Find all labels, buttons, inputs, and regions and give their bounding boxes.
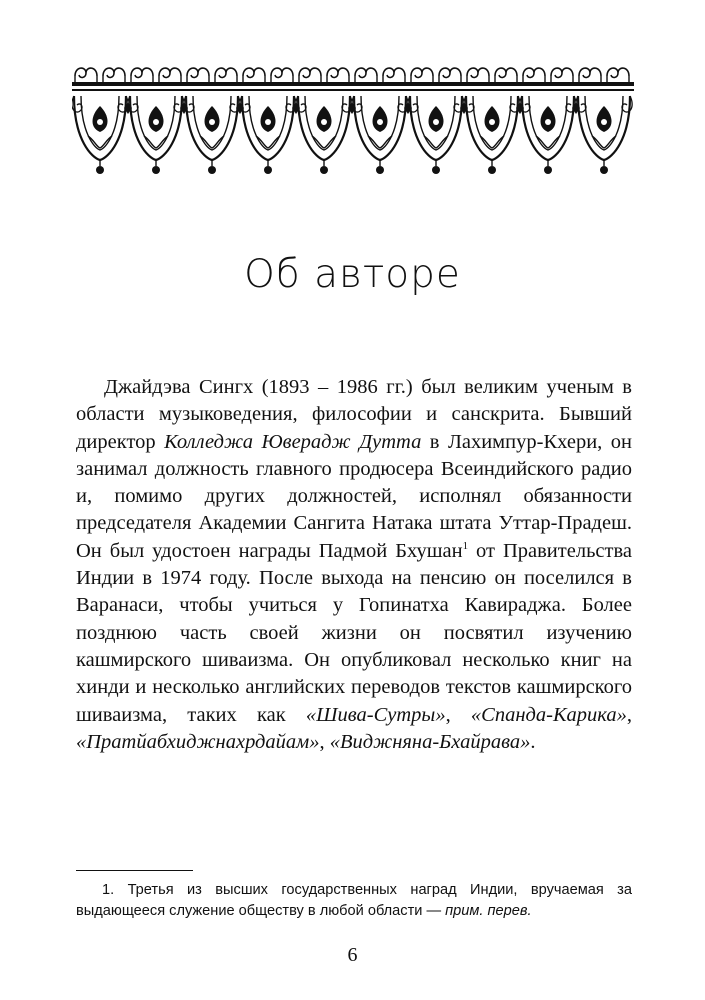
separator: , bbox=[319, 730, 330, 753]
footnote-divider bbox=[76, 870, 193, 871]
footnote-text: 1. Третья из высших государственных наград Индии, вручаемая за выдающееся служение обществу в любой области — bbox=[76, 882, 632, 919]
footnote-translator-note: прим. перев. bbox=[445, 903, 532, 919]
work-title-spanda-karika: «Спанда-Карика» bbox=[470, 703, 627, 726]
work-title-pratyabhijnahrdayam: «Пратйабхиджнахрдайам» bbox=[76, 730, 320, 753]
bio-text-part-1: Джайдэва Сингх (1893 – 1986 гг.) был великим ученым в области музыковедения, философии и санскрита. Бывший директор bbox=[76, 376, 632, 453]
separator: , bbox=[626, 703, 633, 726]
footnote-reference: 1 bbox=[462, 539, 469, 552]
author-bio bbox=[76, 374, 632, 756]
bio-text-part-3: от Правительства Индии в 1974 году. После выхода на пенсию он поселился в Варанаси, чтобы учиться у Гопинатха Кавираджа. Более позднюю часть своей жизни он посвятил изучению кашмирского шиваизма. Он опубликовал несколько книг на хинди и несколько английских переводов текстов кашмирского шиваизма, таких как bbox=[76, 539, 632, 726]
bio-text-part-2: в Лахимпур-Кхери, он занимал должность главного продюсера Всеиндийского радио и, помимо других должностей, исполнял обязанности председателя Академии Сангита Натака штата Уттар-Прадеш. Он был удостоен награды Падмой Бхушан bbox=[76, 430, 632, 562]
page-number: 6 bbox=[347, 944, 358, 966]
footnote bbox=[76, 880, 632, 922]
bio-paragraph bbox=[76, 374, 632, 756]
separator: , bbox=[445, 703, 471, 726]
bio-end: . bbox=[530, 730, 536, 753]
lace-border-ornament bbox=[72, 62, 634, 192]
page-title: Об авторе bbox=[244, 252, 461, 297]
work-title-shiva-sutras: «Шива-Сутры» bbox=[305, 703, 446, 726]
college-name: Колледжа Юверадж Дутта bbox=[164, 430, 422, 453]
work-title-vijnana-bhairava: «Виджняна-Бхайрава» bbox=[329, 730, 531, 753]
